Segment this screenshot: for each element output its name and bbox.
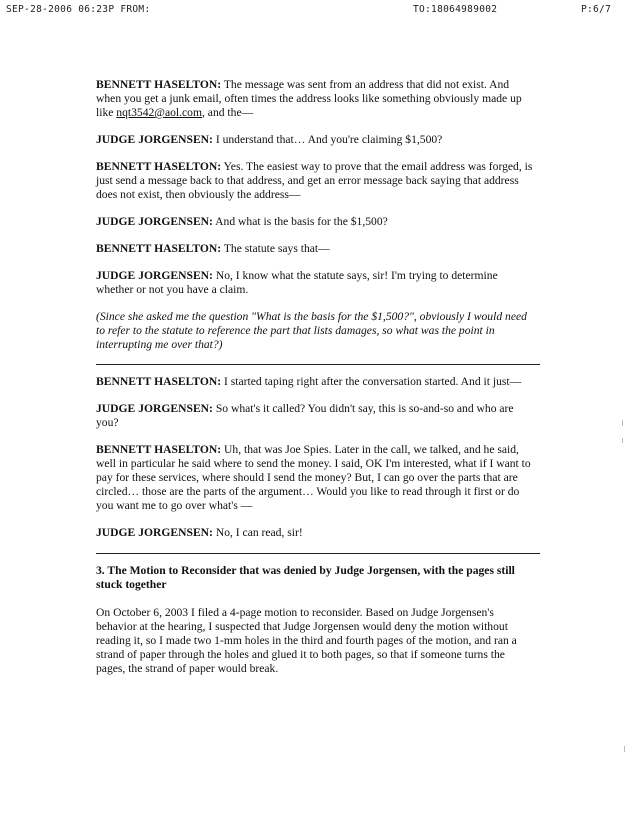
fax-to-number: TO:18064989002 [413,4,498,15]
dialogue-paragraph [96,133,536,147]
section-heading: 3. The Motion to Reconsider that was denied by Judge Jorgensen, with the pages still stuck together [96,564,515,591]
dialogue-text: , and the— [202,106,254,119]
section-divider [96,553,540,554]
dialogue-text: So what's it called? You didn't say, this is so-and-so and who are you? [96,402,514,429]
dialogue-paragraph [96,242,536,256]
speaker-name: BENNETT HASELTON: [96,443,222,456]
speaker-name: BENNETT HASELTON: [96,78,222,91]
dialogue-text: I started taping right after the conversation started. And it just— [221,375,522,388]
speaker-name: JUDGE JORGENSEN: [96,526,213,539]
fax-page-number: P:6/7 [581,4,612,15]
dialogue-text: Uh, that was Joe Spies. Later in the call, we talked, and he said, well in particular he said where to send the money. I said, OK I'm interested, what if I want to pay for these services, where should I send the money? But, I can go over the parts that are circled… those are the parts of the argument… Would you like to read through it first or do you want me to go over what's — [96,443,531,512]
speaker-name: BENNETT HASELTON: [96,242,222,255]
dialogue-paragraph [96,443,536,513]
dialogue-text: The message was sent from an address that did not exist. And when you get a junk email, often times the address looks like something obviously made up like [96,78,522,119]
dialogue-text: No, I can read, sir! [212,526,303,539]
transcript-body [96,78,536,690]
scan-speck [622,420,623,426]
dialogue-text: I understand that… And you're claiming $1,500? [212,133,443,146]
scan-speck [622,438,623,443]
dialogue-paragraph [96,215,536,229]
speaker-name: BENNETT HASELTON: [96,375,222,388]
dialogue-paragraph [96,269,536,297]
fax-header [0,4,636,18]
dialogue-text: The statute says that— [221,242,330,255]
fax-date-from: SEP-28-2006 06:23P FROM: [6,4,151,15]
dialogue-text: And what is the basis for the $1,500? [212,215,388,228]
speaker-name: JUDGE JORGENSEN: [96,133,213,146]
dialogue-paragraph [96,402,536,430]
dialogue-paragraph [96,78,536,120]
speaker-name: JUDGE JORGENSEN: [96,269,213,282]
body-paragraph: On October 6, 2003 I filed a 4-page motion to reconsider. Based on Judge Jorgensen's behavior at the hearing, I suspected that Judge Jorgensen would deny the motion without reading it, so I made two 1-mm holes in the third and fourth pages of the motion, and ran a strand of paper through the holes and glued it to both pages, so that if someone turns the pages, the strand of paper would break. [96,606,517,675]
author-commentary: (Since she asked me the question "What is the basis for the $1,500?", obviously I would need to refer to the statute to reference the part that lists damages, so what was the point in interrupting me over that?) [96,310,527,351]
dialogue-paragraph [96,526,536,540]
dialogue-paragraph [96,375,536,389]
speaker-name: JUDGE JORGENSEN: [96,215,213,228]
email-address-link[interactable]: nqt3542@aol.com [116,106,202,119]
scan-speck [624,746,625,752]
dialogue-text: No, I know what the statute says, sir! I'm trying to determine whether or not you have a claim. [96,269,498,296]
speaker-name: JUDGE JORGENSEN: [96,402,213,415]
dialogue-text: Yes. The easiest way to prove that the email address was forged, is just send a message back to that address, and get an error message back saying that address does not exist, then obviously the address— [96,160,533,201]
section-divider [96,364,540,365]
speaker-name: BENNETT HASELTON: [96,160,222,173]
dialogue-paragraph [96,160,536,202]
